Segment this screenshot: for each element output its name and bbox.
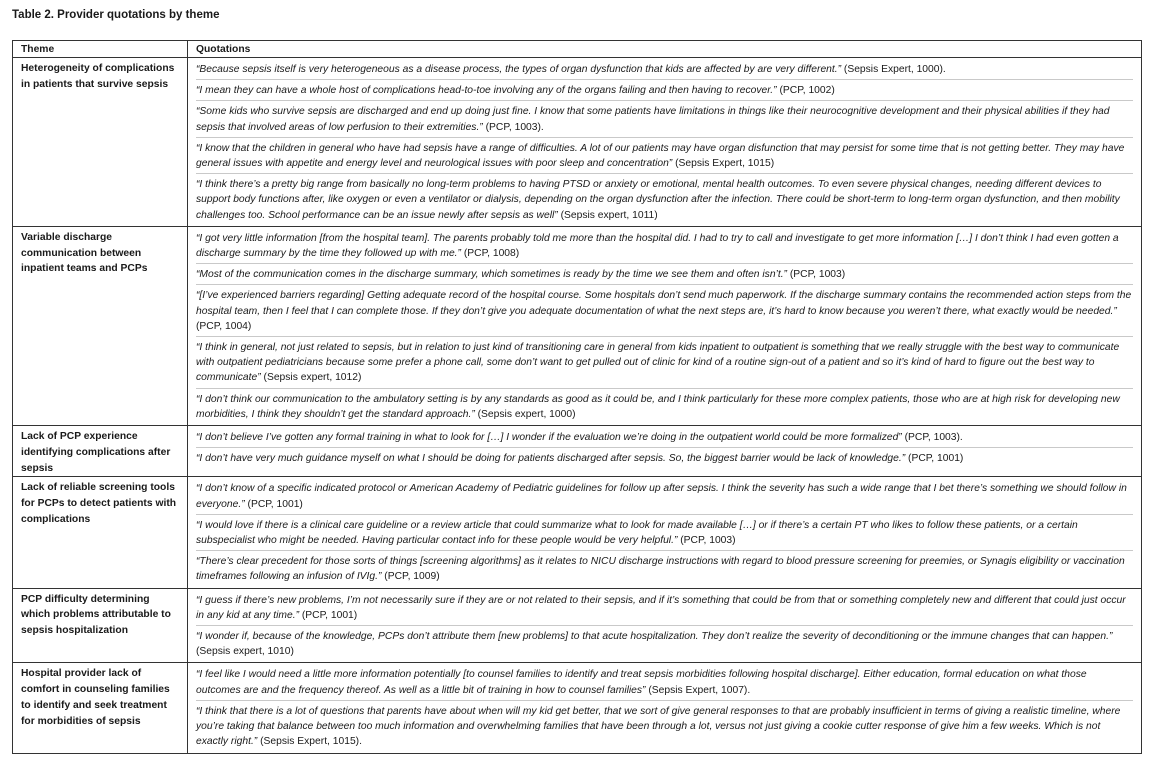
quotation-source: (Sepsis Expert, 1015). [257, 736, 362, 748]
quotation-source: (PCP, 1003). [482, 121, 544, 133]
quotation-source: (PCP, 1002) [776, 85, 835, 97]
table-row [13, 58, 1142, 227]
quotation-source: (PCP, 1008) [460, 248, 520, 260]
quotation-text: “I feel like I would need a little more information potentially [to counsel families to identify and treat sepsis morbidities following hospital discharge]. Either education, formal education on what those outcomes are and the frequency thereof. As well as a little bit of training in how to counsel families” [196, 669, 1087, 696]
quotation-source: (PCP, 1001) [905, 453, 964, 465]
theme-cell: Variable discharge communication between inpatient teams and PCPs [13, 226, 188, 425]
quotation [196, 228, 1133, 264]
quotations-cell [188, 663, 1142, 753]
quotation-source: (Sepsis expert, 1010) [196, 646, 294, 658]
quotation-source: (PCP, 1003) [786, 269, 846, 281]
quotation-text: “[I’ve experienced barriers regarding] Getting adequate record of the hospital course. Some hospitals don’t send much paperwork. If the discharge summary contains the recommended action steps from the hospital team, then I feel that I can complete those. If they don’t give you adequate documentation of what the next steps are, it’s hard to know because you weren’t there, what exactly would be needed.” [196, 290, 1132, 317]
quotation [196, 664, 1133, 700]
theme-cell: Lack of reliable screening tools for PCPs to detect patients with complications [13, 477, 188, 588]
quotation [196, 101, 1133, 137]
column-header-quotations: Quotations [188, 41, 1142, 58]
quotation-source: (Sepsis expert, 1000) [474, 408, 576, 420]
quotations-cell [188, 588, 1142, 663]
quotation-text: “I don’t know of a specific indicated protocol or American Academy of Pediatric guidelines for follow up after sepsis. I think the severity has such a wide range that I bet there’s something we should follow in everyone.” [196, 483, 1127, 510]
quotation-text: “Because sepsis itself is very heterogeneous as a disease process, the types of organ dysfunction that kids are affected by are very different.” [196, 64, 842, 75]
quotation-text: “I think in general, not just related to sepsis, but in relation to just kind of transitioning care in general from kids inpatient to outpatient is something that we really struggle with the best way to communicate with outpatient pediatricians because some prefer a phone call, some don’t want to get pulled out of clinic for kind of a routine sign-out of a patient and so it’s kind of hard to figure out the best way to communicate” [196, 342, 1120, 384]
quotation [196, 389, 1133, 424]
quotation [196, 626, 1133, 661]
table-row [13, 477, 1142, 588]
table-caption: Table 2. Provider quotations by theme [12, 9, 220, 21]
table-row [13, 588, 1142, 663]
quotation-text: “I got very little information [from the hospital team]. The parents probably told me more than the hospital did. I had to try to call and investigate to get more information […] I don’t think I had even gotten a discharge summary by the time they followed up with me.” [196, 232, 1119, 260]
quotation [196, 701, 1133, 752]
quotation-source: (PCP, 1001) [299, 609, 358, 621]
quotations-cell [188, 226, 1142, 425]
quotation [196, 337, 1133, 389]
quotation-source: (PCP, 1003) [677, 535, 736, 547]
quotation-source: (PCP, 1009) [381, 571, 440, 583]
theme-cell: Lack of PCP experience identifying complications after sepsis [13, 426, 188, 477]
quotation [196, 80, 1133, 101]
quotation-source: (Sepsis Expert, 1015) [672, 158, 775, 170]
quotation [196, 515, 1133, 551]
table-body [13, 58, 1142, 754]
quotation-source: (Sepsis Expert, 1007). [645, 684, 751, 696]
column-header-theme: Theme [13, 41, 188, 58]
quotation-text: “I think that there is a lot of questions that parents have about when will my kid get better, that we sort of give general responses to that are probably insufficient in terms of giving a realistic timeline, where you’re taking that balance between too much information and overwhelming families that have been through a lot, versus not just giving a cookie cutter response of give him a few weeks. Which is not exactly right.” [196, 705, 1121, 748]
theme-cell: Heterogeneity of complications in patients that survive sepsis [13, 58, 188, 227]
quotation-text: “I guess if there’s new problems, I’m not necessarily sure if they are or not related to their sepsis, and if it’s something that could be from that or something completely new and different that could just occur in any kid at any time.” [196, 594, 1126, 621]
quotation-text: “I don’t have very much guidance myself on what I should be doing for patients discharged after sepsis. So, the biggest barrier would be lack of knowledge.” [196, 453, 906, 465]
quotation-text: “I know that the children in general who have had sepsis have a range of difficulties. A lot of our patients may have organ disfunction that may persist for some time that is not getting better. They may have general issues with appetite and energy level and neurological issues with poor sleep and concentration” [196, 142, 1125, 170]
quotations-cell [188, 477, 1142, 588]
quotation [196, 264, 1133, 285]
quotation [196, 478, 1133, 514]
quotations-table [12, 40, 1142, 754]
quotation [196, 427, 1133, 448]
theme-cell: PCP difficulty determining which problems attributable to sepsis hospitalization [13, 588, 188, 663]
table-row [13, 663, 1142, 753]
quotation-text: “Most of the communication comes in the discharge summary, which sometimes is ready by the time we see them and often isn’t.” [196, 269, 787, 281]
table-row [13, 226, 1142, 425]
quotation-text: “I mean they can have a whole host of complications head-to-toe involving any of the organs failing and then having to recover.” [196, 85, 777, 97]
quotations-cell [188, 58, 1142, 227]
quotation [196, 285, 1133, 337]
quotation [196, 448, 1133, 468]
table-header-row [13, 41, 1142, 58]
quotation-text: “I think there’s a pretty big range from basically no long-term problems to having PTSD or anxiety or emotional, mental health outcomes. To even severe physical changes, needing different devices to support body functions after, like oxygen or even a ventilator or dialysis, depending on the organ dysfunction after the infection. There could be short-term to long-term organ dysfunction, and then mobility challenges too. School performance can be an issue newly after sepsis as well” [196, 179, 1120, 221]
quotation-text: “I would love if there is a clinical care guideline or a review article that could summarize what to look for made available […] or if there’s a certain PT who likes to follow these patients, or a certain subspecialist who might be needed. Having particular contact info for these people would be very helpful.” [196, 519, 1078, 547]
quotation-source: (PCP, 1004) [196, 320, 252, 332]
quotation-text: “I don’t think our communication to the ambulatory setting is by any standards as good as it could be, and I think particularly for these more complex patients, those who are at high risk for developing new morbidities, I think they shouldn’t get the standard approach.” [196, 393, 1120, 420]
quotations-cell [188, 426, 1142, 477]
table-row [13, 426, 1142, 477]
quotation-source: (Sepsis expert, 1011) [557, 209, 658, 221]
quotation-text: “I don’t believe I’ve gotten any formal training in what to look for […] I wonder if the evaluation we’re doing in the outpatient world could be more formalized” [196, 432, 902, 444]
quotation-text: “There’s clear precedent for those sorts of things [screening algorithms] as it relates to NICU discharge instructions with regard to blood pressure screening for preemies, or Synagis eligibility or vaccination timeframes following an infusion of IVIg.” [196, 556, 1125, 583]
quotation [196, 590, 1133, 626]
quotation-text: “Some kids who survive sepsis are discharged and end up doing just fine. I know that some patients have limitations in things like their neurocognitive development and their physical abilities if they had sepsis that involved areas of low perfusion to their extremities.” [196, 106, 1110, 133]
quotation-source: (Sepsis Expert, 1000). [841, 64, 946, 75]
quotation-source: (PCP, 1001) [244, 498, 303, 510]
quotation [196, 174, 1133, 225]
quotation [196, 138, 1133, 174]
quotation-text: “I wonder if, because of the knowledge, PCPs don’t attribute them [new problems] to that acute hospitalization. They don’t realize the severity of deconditioning or the immune changes that can happen.” [196, 631, 1113, 643]
quotation [196, 551, 1133, 586]
quotation [196, 59, 1133, 80]
theme-cell: Hospital provider lack of comfort in counseling families to identify and seek treatment for morbidities of sepsis [13, 663, 188, 753]
quotation-source: (PCP, 1003). [901, 432, 963, 444]
quotation-source: (Sepsis expert, 1012) [260, 372, 362, 384]
